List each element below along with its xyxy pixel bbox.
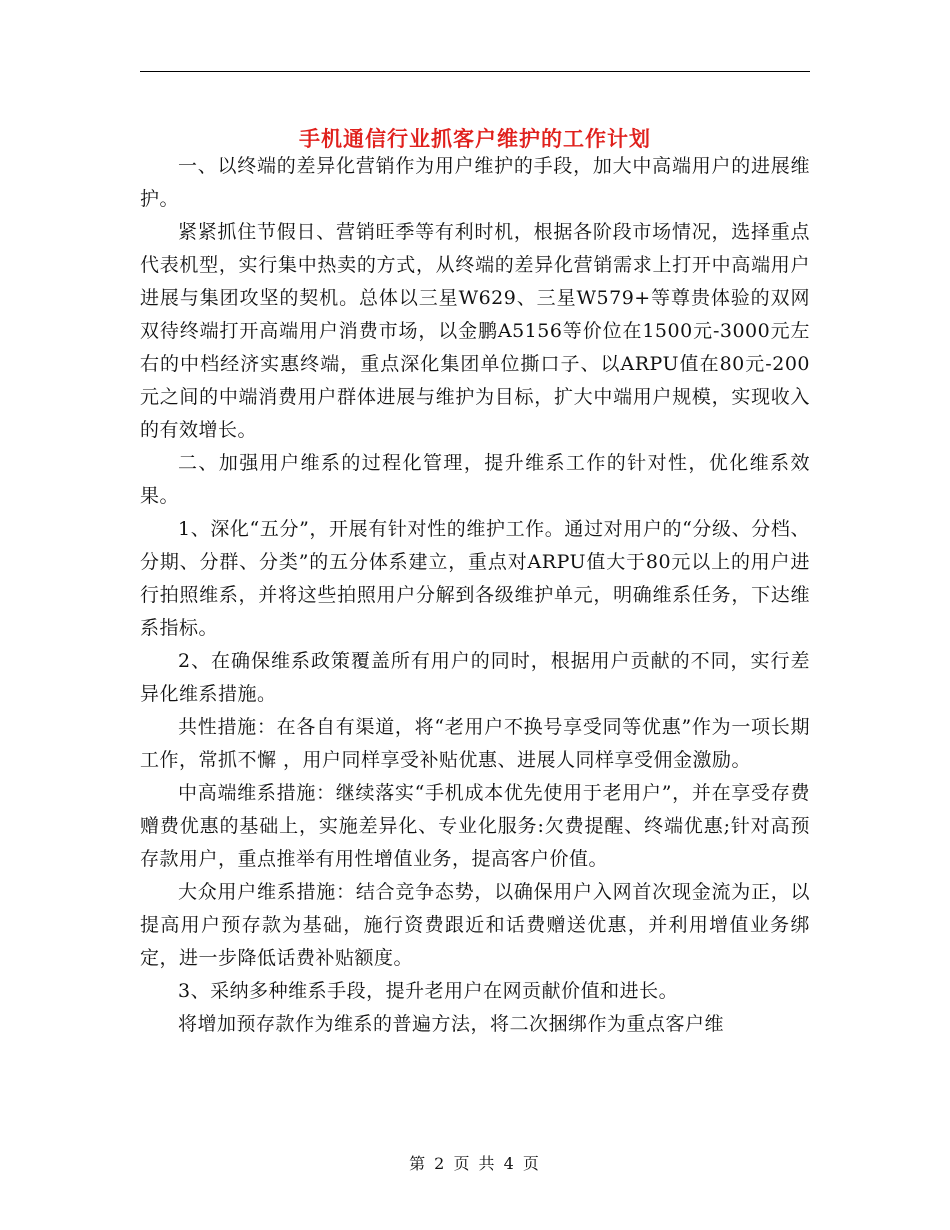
paragraph: 中高端维系措施：继续落实“手机成本优先使用于老用户”，并在享受存费赠费优惠的基础上，实施差异化、专业化服务:欠费提醒、终端优惠;针对高预存款用户，重点推举有用性增值业务，提高客户价值。 xyxy=(140,782,810,870)
paragraph: 1、深化“五分”，开展有针对性的维护工作。通过对用户的“分级、分档、分期、分群、分类”的五分体系建立，重点对ARPU值大于80元以上的用户进行拍照维系，并将这些拍照用户分解到各级维护单元，明确维系任务，下达维系指标。 xyxy=(140,518,810,639)
document-body xyxy=(140,150,810,1041)
paragraph: 二、加强用户维系的过程化管理，提升维系工作的针对性，优化维系效果。 xyxy=(140,452,810,507)
paragraph: 3、采纳多种维系手段，提升老用户在网贡献价值和进长。 xyxy=(178,980,679,1002)
page-footer: 第 2 页 共 4 页 xyxy=(409,1154,541,1173)
document-title: 手机通信行业抓客户维护的工作计划 xyxy=(299,126,651,152)
paragraph: 一、以终端的差异化营销作为用户维护的手段，加大中高端用户的进展维护。 xyxy=(140,155,810,210)
paragraph: 2、在确保维系政策覆盖所有用户的同时，根据用户贡献的不同，实行差异化维系措施。 xyxy=(140,650,810,705)
paragraph: 将增加预存款作为维系的普遍方法，将二次捆绑作为重点客户维 xyxy=(178,1013,725,1035)
header-rule xyxy=(140,71,810,72)
paragraph: 紧紧抓住节假日、营销旺季等有利时机，根据各阶段市场情况，选择重点代表机型，实行集中热卖的方式，从终端的差异化营销需求上打开中高端用户进展与集团攻坚的契机。总体以三星W629、三星W579+等尊贵体验的双网双待终端打开高端用户消费市场，以金鹏A5156等价位在1500元-3000元左右的中档经济实惠终端，重点深化集团单位撕口子、以ARPU值在80元-200元之间的中端消费用户群体进展与维护为目标，扩大中端用户规模，实现收入的有效增长。 xyxy=(140,221,810,441)
paragraph: 共性措施：在各自有渠道，将“老用户不换号享受同等优惠”作为一项长期工作，常抓不懈 ，用户同样享受补贴优惠、进展人同样享受佣金激励。 xyxy=(140,716,810,771)
paragraph: 大众用户维系措施：结合竞争态势，以确保用户入网首次现金流为正，以提高用户预存款为基础，施行资费跟近和话费赠送优惠，并利用增值业务绑定，进一步降低话费补贴额度。 xyxy=(140,881,810,969)
